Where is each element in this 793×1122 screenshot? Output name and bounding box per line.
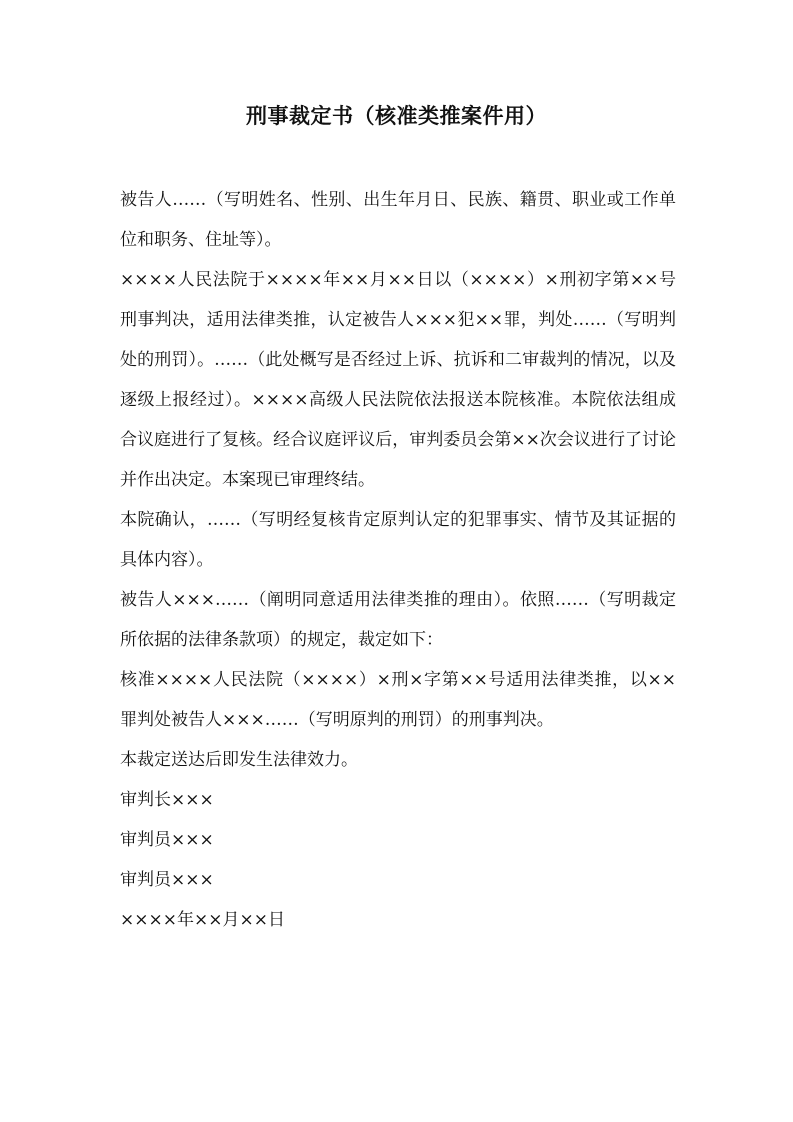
document-body — [120, 180, 676, 940]
judge-signature-2: 审判员××× — [120, 870, 214, 890]
effectiveness-paragraph: 本裁定送达后即发生法律效力。 — [120, 750, 358, 770]
ruling-paragraph: 核准××××人民法院（××××）×刑×字第××号适用法律类推，以××罪判处被告人×××……（写明原判的刑罚）的刑事判决。 — [120, 670, 676, 730]
document-title: 刑事裁定书（核准类推案件用） — [246, 103, 547, 128]
legal-basis-paragraph: 被告人×××……（阐明同意适用法律类推的理由）。依照……（写明裁定所依据的法律条款项）的规定，裁定如下： — [120, 590, 676, 650]
defendant-info-paragraph: 被告人……（写明姓名、性别、出生年月日、民族、籍贯、职业或工作单位和职务、住址等）。 — [120, 190, 676, 250]
court-findings-paragraph: 本院确认，……（写明经复核肯定原判认定的犯罪事实、情节及其证据的具体内容）。 — [120, 510, 676, 570]
ruling-date: ××××年××月××日 — [120, 910, 285, 930]
presiding-judge-signature: 审判长××× — [120, 790, 214, 810]
case-history-paragraph: ××××人民法院于××××年××月××日以（××××）×刑初字第××号刑事判决，适用法律类推，认定被告人×××犯××罪，判处……（写明判处的刑罚）。……（此处概写是否经过上诉、抗诉和二审裁判的情况，以及逐级上报经过）。××××高级人民法院依法报送本院核准。本院依法组成合议庭进行了复核。经合议庭评议后，审判委员会第××次会议进行了讨论并作出决定。本案现已审理终结。 — [120, 270, 676, 490]
judge-signature-1: 审判员××× — [120, 830, 214, 850]
